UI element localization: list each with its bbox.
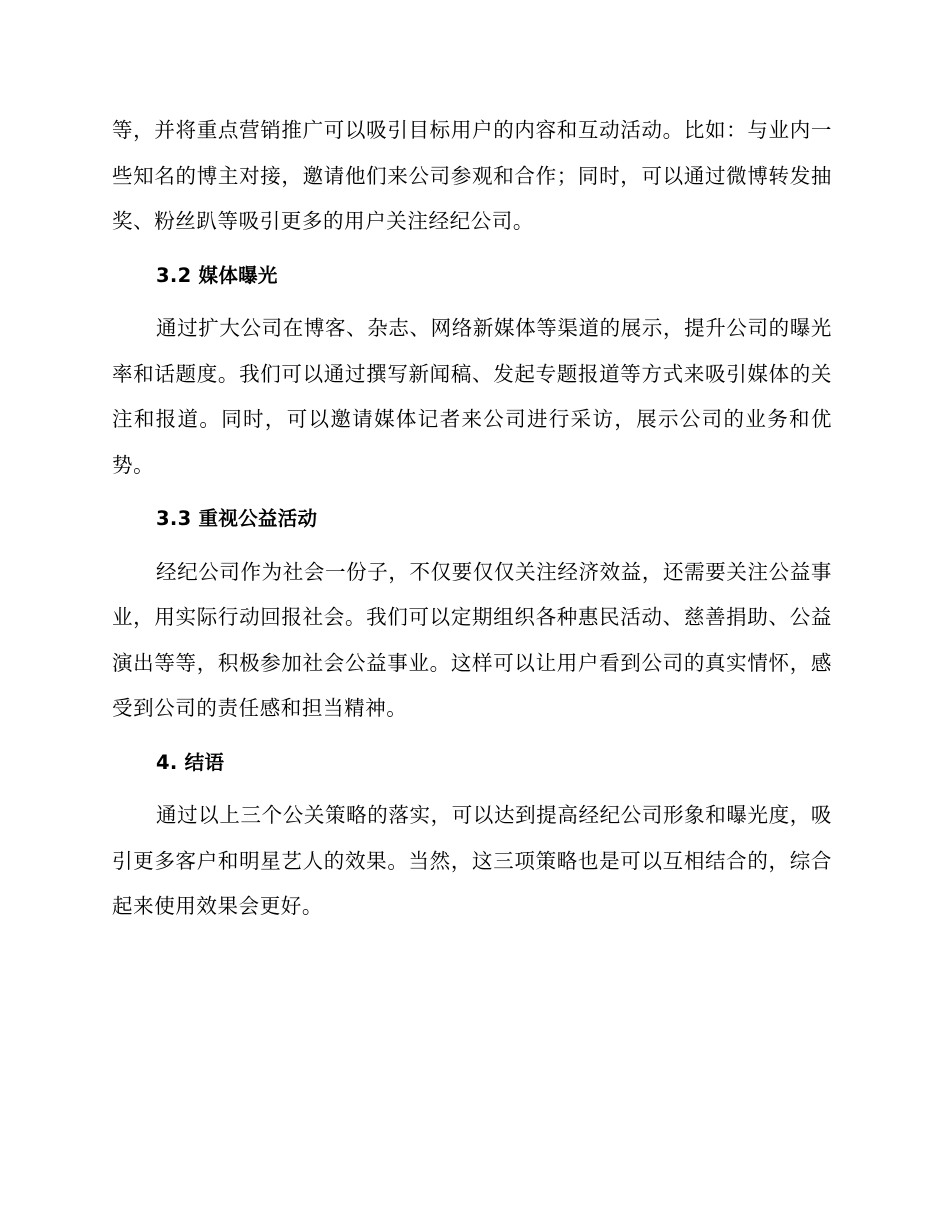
paragraph-public-welfare: 经纪公司作为社会一份子，不仅要仅仅关注经济效益，还需要关注公益事业，用实际行动回报社会。我们可以定期组织各种惠民活动、慈善捐助、公益演出等等，积极参加社会公益事业。这样可以让用户看到公司的真实情怀，感受到公司的责任感和担当精神。 <box>112 559 832 720</box>
paragraph-intro-continued: 等，并将重点营销推广可以吸引目标用户的内容和互动活动。比如：与业内一些知名的博主对接，邀请他们来公司参观和合作；同时，可以通过微博转发抽奖、粉丝趴等吸引更多的用户关注经纪公司。 <box>112 118 832 233</box>
paragraph-media-exposure: 通过扩大公司在博客、杂志、网络新媒体等渠道的展示，提升公司的曝光率和话题度。我们可以通过撰写新闻稿、发起专题报道等方式来吸引媒体的关注和报道。同时，可以邀请媒体记者来公司进行采访，展示公司的业务和优势。 <box>112 316 832 477</box>
section-heading-media-exposure: 3.2 媒体曝光 <box>156 263 278 287</box>
section-heading-conclusion: 4. 结语 <box>156 750 225 774</box>
document-page <box>112 108 832 930</box>
section-heading-public-welfare: 3.3 重视公益活动 <box>156 507 318 530</box>
paragraph-conclusion: 通过以上三个公关策略的落实，可以达到提高经纪公司形象和曝光度，吸引更多客户和明星艺人的效果。当然，这三项策略也是可以互相结合的，综合起来使用效果会更好。 <box>112 803 832 918</box>
